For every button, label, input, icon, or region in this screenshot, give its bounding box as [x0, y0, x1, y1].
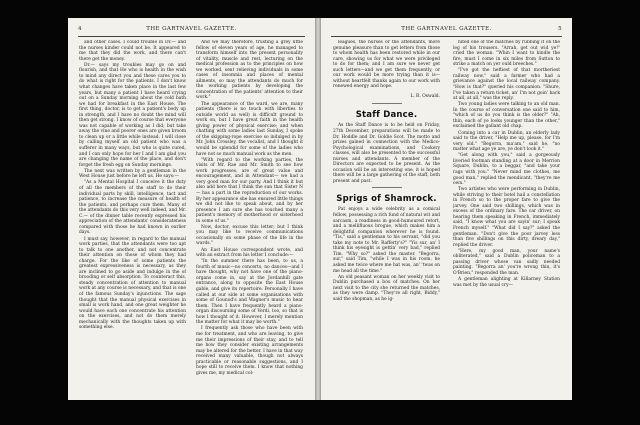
section-heading-sprigs-of-shamrock: Sprigs of Shamrock.: [336, 194, 437, 205]
signature: L. R. Oswald.: [410, 93, 440, 99]
paragraph: An East House correspondent wrote, and with an extract from his letter I conclude:—: [196, 247, 303, 259]
right-column-2: [453, 40, 560, 392]
left-page: [68, 18, 315, 400]
paragraph: Coming into a car in Dublin, an elderly lady said to the driver, "Help me up, please, for I'm very old." "Begorra, ma'am," said he, "no matter what age ye are, ye don't look it.": [453, 130, 560, 153]
paragraph: A gentleman alighting at Killarney Station was met by the usual cry—: [453, 277, 560, 288]
running-title: THE GARTNAVEL GAZETTE.: [146, 26, 237, 32]
paragraph: Two artistes who were performing in Dublin, while striving to their hotel hail a constellation in French so to the proper fare to give the jarvey. One said two shillings, which was in excess of the ordinary fare. The car driver, on hearing them speaking in French, immediately said, "I know what you are sayin' sur; I speak French myself." "What did I say?" asked the gentleman. "Don't give the poor jarvey less than five shillings on this dirty, dreary day," replied the driver.: [453, 187, 560, 248]
divider: [372, 103, 402, 104]
paragraph: Pat enjoys a wide celebrity as a comical fellow, possessing a rich fund of natural wit and sarcasm, a readiness in good-humoured retort, and a mellifluous brogue, which makes him a delightful companion wherever he is found. "Tis," said a gentleman to his servant, "did you take my note to Mr. Rafferty's?" "Yis sur, an' I think his eyesight is gettin' very bad," replied Tim. "Why so?" asked the master. "Begorra, sur," said Tim, "while I was in his room, he asked me twice where me hat was, an' 'twas on me head all the time.": [333, 207, 440, 274]
paragraph: and other cases. I could trouble in Dr.— and the nurses kinder could not be. It appeared to me that they did the work, and there can't there get the money.: [79, 40, 186, 62]
paragraph: "As a Mental Hospital I conceive it the duty of all the members of the staff to do their individual parts by skill, intelligence, tact and patience, to increase the measure of health of the patients, and perhaps cure them. Many of the attendants do this very well indeed, and Mr. C.— of the dinner table recently expressed his appreciation of the attendants' considerateness compared with those he had known in earlier days.: [79, 180, 186, 236]
paragraph: An old peasant woman on her weekly visit to Dublin purchased a box of matches. On her next visit to the city she returned the matches, as they were damp. "They're all right, Biddy," said the shopman, as he ig-: [333, 274, 440, 302]
left-column-2: [196, 40, 303, 392]
paragraph: "I've got the heftiest of that mortheriest railway now," said a farmer who had a grievance against the local railway company. "How is that?" queried his companion. "Shure, I've taken a return ticket, an' I'm not goin' back at all, at all," was the reply.: [453, 68, 560, 102]
right-column-1: [333, 40, 440, 392]
paragraph: I frequently ask those who have been with me for treatment, and who are leaving, to give me their impressions of their stay, and to tell me how they consider existing arrangements may be altered for the better. I have in that way received many valuable, though not always practicable or reasonable suggestions, and I hope still to receive them. I know that nothing gives me, my medical col-: [196, 326, 303, 376]
left-column-1: [79, 40, 186, 392]
paragraph: nited one of the matches by rubbing it on the leg of his trousers. "Arrah, get out wid ye!" cried the woman. "Whin I want to kindle the fire, must I come in six miles from Sutton to strike a match on yer ould breeches.": [453, 40, 560, 68]
divider: [372, 187, 402, 188]
paragraph: I must say, however, in regard to the manual work parties, that the attendants were too apt to talk to one another, and not concentrate their attention on those of whom they had charge. For the like of some patients the greatest expressiveness is necessary, as they are inclined to go aside and indulge in the of brooding or self absorption. To counteract this, steady concentration of attention to manual work at any course is necessary, and that is one of the famous Sunday's injunctions. The sage thought that the manual physical exercises in small is work hand, and one great weighter he would have each one concentrate his attention on the exercises, and not do them merely mechanically with the thoughts taken up with something else.: [79, 236, 186, 331]
page-number: 4: [78, 26, 82, 32]
page-header: [331, 26, 562, 37]
paragraph: "Get along with you," said a gorgeously liveried footman standing at a door in Merrion Square, Dublin, to a beggar, "and take your rags with you." "Never mind me clothes, me good man," replied the mendicant, "they're me own.": [453, 153, 560, 187]
paragraph: Now, doctor, excuse this letter; but I think you may like to receive communications occasionally on some phase of the life in the wards.": [196, 224, 303, 247]
paragraph: Dr.— says my troubles may go on and flourish, and that He who is health in the wish to mind any direct you and these cares you to do what is right for the patients. I don't know what changes have taken place in the last few years, but many a patient I have heard crying out on a Sunday morning about the cold bath we had for breakfast in the East House. The first thing, doctor, is to get a patient's body up in strength, and I have no doubt the mind will then get strong. I know of course that everyone was not capable of working as I did; but take away the vine and poorer ones are given broom to clean up or a little while instead. I will close by calling myself an old patient who was a sufferer in many ways, but who is quite cured, and I can only hope for her I and I am glad you are changing the name of the place, and don't forget the fresh egg on Sunday mornings.: [79, 62, 186, 168]
paragraph: Two young ladies were talking to an old man. In the course of conversation one said to him, "which of us do you think is the older?" "Ah, thin, each of ye looks younger than the other," exclaimed the gallant old chap.: [453, 102, 560, 130]
right-page: [321, 18, 572, 400]
paragraph: The appearance of the ward, we are, many patients (there is no touch with liberties to outside world as well) is difficult ground to work on, but I have great faith in the health giving power of physical exercise; and when chatting with some ladies last Sunday, I spoke of the skipping-rope exercise so indulged in by Mr. John Crossley, the vocalist, and I thought it would be splendid for some of the ladies who have not so much manual work as the men.: [196, 101, 303, 157]
paragraph: "In the summer there has been, to us, a fourth of music—no concerts, no dances—and I have thought, why not have one of the piano-organs come in, say at the Jordanhill gate entrance, along to opposite the East House gable, and give its repertoire. Personally I have called at our side at some organisations with some of Gounod's and Wagner's music to hear them. Then I have frequently heard a piano-organ discoursing some of Verdi, too, so that is how I thought of it. However, I merely mention the matter for what it may be worth.": [196, 259, 303, 326]
paragraph: And we may therefore, trusting a grey little fellow of eleven years of age, he managed to transform himself into the present personality of vitality, muscle and rest, lecturing on the medical profession as to the principles on how we worked, sent relieving individuals in some cases of insomnia and places of mental ailments, so may the attendants do much for the working patients by developing the concentration of the patients' attention to their work.": [196, 40, 303, 101]
page-number: 5: [558, 26, 562, 32]
paragraph: The next was written by a gentleman in the West House just before he left us. He says:—: [79, 168, 186, 180]
page-header: [78, 26, 305, 37]
paragraph: "With regard to the working parties, the visits of Mr. Rae and Mr. Smith to see how work progresses, are of great value and encouragement, and in Attendant— we had a very good man for our party. And I think it but also add here that I think the sun that Sister N— has a part in the reproduction of our works. By her appearance she has ensured little things we did not like to speak about, and by her presence I am sure she has touched many a patient's memory of motherhood or sisterhood in some of us.": [196, 157, 303, 224]
paragraph: As the Staff Dance is to be held on Friday, 27th December, preparations will be made to Dr. Hoddle and Dr. Goldie Scot. The motto and prizes gained in connection with the Medico-Psychological examinations, and Cookery classes, will also be presented to the successful nurses and attendants. A member of the Directors are expected to be present. As the occasion will be an interesting one, it is hoped there will be a large gathering of the staff, both present and past.: [333, 123, 440, 184]
paragraph: leagues, the nurses or the attendants, more genuine pleasure than to get letters from those to whom health has been restored while in our care, showing us for what we were privileged to do for them; and I am sure we never get such letters—and we get them frequently, or our work would be more trying than it is—without heartfelt thanks again to our work with renewed energy and hope.: [333, 40, 440, 90]
section-heading-staff-dance: Staff Dance.: [355, 110, 418, 121]
running-title: THE GARTNAVEL GAZETTE.: [401, 26, 492, 32]
paragraph: "Here, my good man, your name's obliterated," said a Dublin policeman to a passing driver whose van sadly needed painting. "Begorra an' you're wrong thin, it's O'Brien," responded the man.: [453, 248, 560, 276]
